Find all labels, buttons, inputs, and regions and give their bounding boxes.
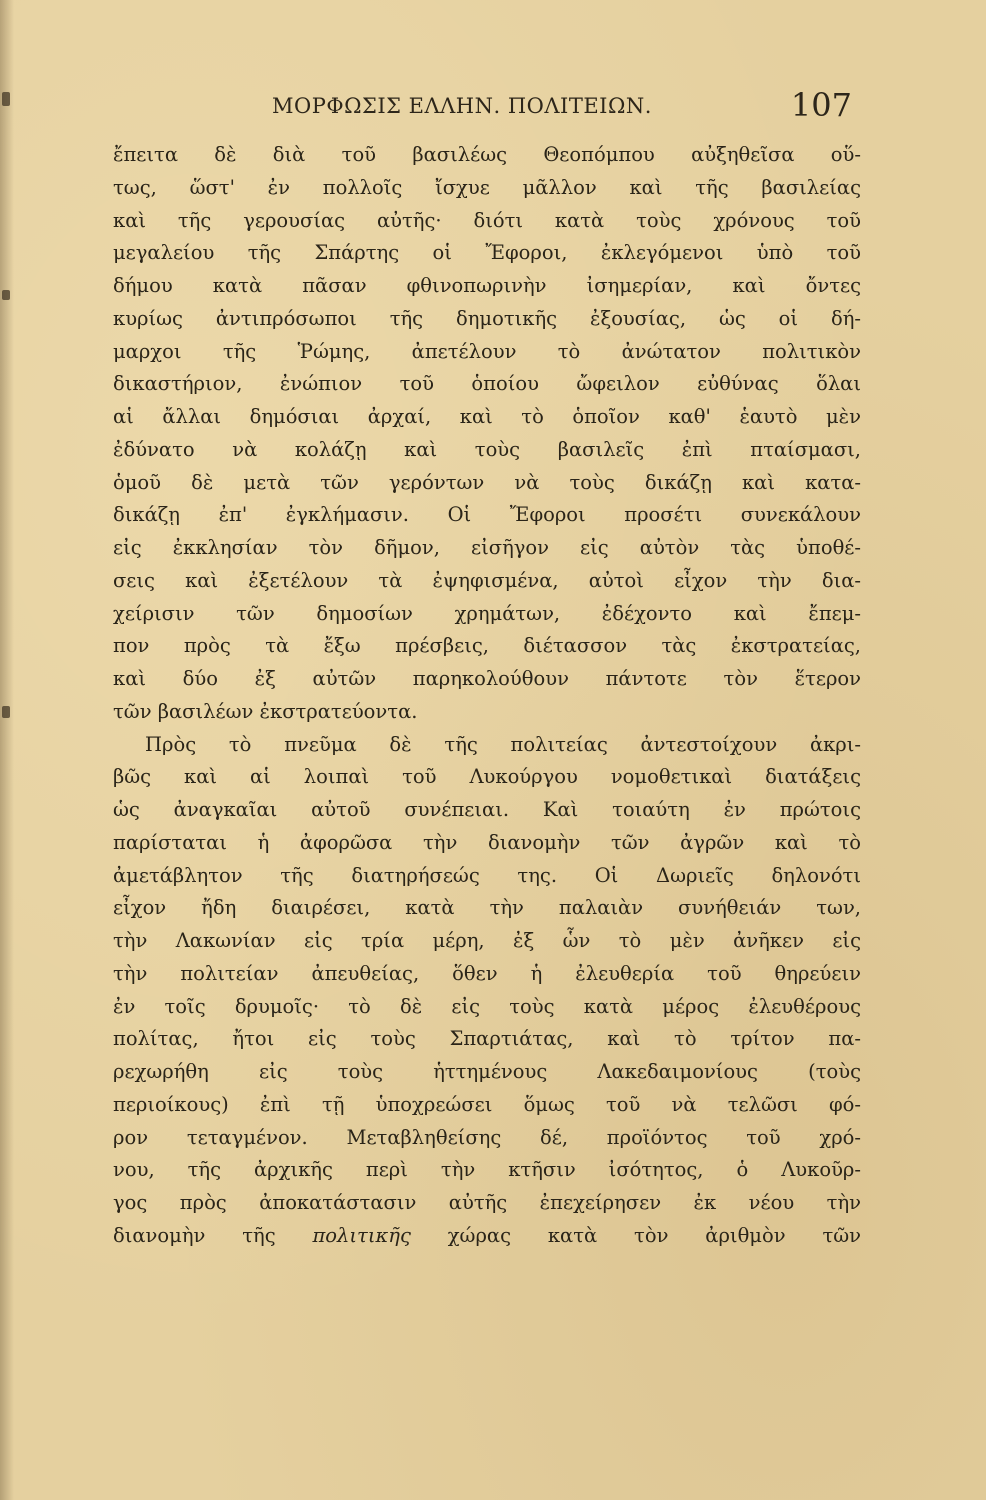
text-line: Πρὸς τὸ πνεῦμα δὲ τῆς πολιτείας ἀντεστοίχουν ἀκρι- [145, 732, 861, 756]
text-line: πον πρὸς τὰ ἔξω πρέσβεις, διέτασσον τὰς ἐκστρατείας, [113, 634, 861, 658]
page-number: 107 [790, 86, 852, 124]
text-line: μεγαλείου τῆς Σπάρτης οἱ Ἔφοροι, ἐκλεγόμενοι ὑπὸ τοῦ [113, 241, 861, 265]
text-segment: διανομὴν τῆς [113, 1223, 313, 1247]
text-line: κυρίως ἀντιπρόσωποι τῆς δημοτικῆς ἐξουσίας, ὡς οἱ δή- [113, 306, 861, 330]
text-line: τὴν πολιτείαν ἀπευθείας, ὅθεν ἡ ἐλευθερία τοῦ θηρεύειν [113, 961, 861, 985]
binding-mark [2, 706, 10, 718]
text-line: σεις καὶ ἐξετέλουν τὰ ἐψηφισμένα, αὐτοὶ εἶχον τὴν δια- [113, 568, 861, 592]
text-line: τως, ὥστ' ἐν πολλοῖς ἴσχυε μᾶλλον καὶ τῆς βασιλείας [113, 175, 861, 199]
text-line: δήμου κατὰ πᾶσαν φθινοπωρινὴν ἰσημερίαν, καὶ ὄντες [113, 274, 861, 297]
text-line: πολίτας, ἤτοι εἰς τοὺς Σπαρτιάτας, καὶ τὸ τρίτον πα- [113, 1027, 861, 1051]
text-line: ὡς ἀναγκαῖαι αὐτοῦ συνέπειαι. Καὶ τοιαύτη ἐν πρώτοις [113, 798, 861, 821]
text-line: τὴν Λακωνίαν εἰς τρία μέρη, ἐξ ὧν τὸ μὲν ἀνῆκεν εἰς [113, 929, 861, 952]
text-line: ρον τεταγμένον. Μεταβληθείσης δέ, προϊόντος τοῦ χρό- [113, 1125, 861, 1149]
text-line: δικάζῃ ἐπ' ἐγκλήμασιν. Οἱ Ἔφοροι προσέτι συνεκάλουν [113, 503, 861, 527]
text-segment: χώρας κατὰ τὸν ἀριθμὸν τῶν [410, 1223, 861, 1247]
text-line-final [113, 1220, 861, 1253]
page-edge-shadow [0, 0, 14, 1500]
text-line: χείρισιν τῶν δημοσίων χρημάτων, ἐδέχοντο καὶ ἔπεμ- [113, 601, 861, 625]
text-line: δικαστήριον, ἐνώπιον τοῦ ὁποίου ὤφειλον εὐθύνας ὅλαι [113, 372, 861, 396]
running-title: ΜΟΡΦΩΣΙΣ ΕΛΛΗΝ. ΠΟΛΙΤΕΙΩΝ. [272, 94, 652, 118]
text-line: τῶν βασιλέων ἐκστρατεύοντα. [113, 699, 418, 723]
text-line: βῶς καὶ αἱ λοιπαὶ τοῦ Λυκούργου νομοθετικαὶ διατάξεις [113, 765, 861, 789]
text-line: γος πρὸς ἀποκατάστασιν αὐτῆς ἐπεχείρησεν ἐκ νέου τὴν [113, 1191, 861, 1214]
text-line: ἀμετάβλητον τῆς διατηρήσεώς της. Οἱ Δωριεῖς δηλονότι [113, 863, 861, 887]
body-text [113, 139, 861, 1253]
text-line: μαρχοι τῆς Ῥώμης, ἀπετέλουν τὸ ἀνώτατον πολιτικὸν [113, 339, 861, 363]
text-line: καὶ δύο ἐξ αὐτῶν παρηκολούθουν πάντοτε τὸν ἕτερον [113, 667, 861, 690]
text-line: ἐδύνατο νὰ κολάζῃ καὶ τοὺς βασιλεῖς ἐπὶ πταίσμασι, [113, 437, 861, 461]
text-line: νου, τῆς ἀρχικῆς περὶ τὴν κτῆσιν ἰσότητος, ὁ Λυκοῦρ- [113, 1158, 861, 1182]
text-line: ἔπειτα δὲ διὰ τοῦ βασιλέως Θεοπόμπου αὐξηθεῖσα οὕ- [113, 143, 861, 166]
text-line: ὁμοῦ δὲ μετὰ τῶν γερόντων νὰ τοὺς δικάζῃ καὶ κατα- [113, 470, 861, 494]
text-line: ἐν τοῖς δρυμοῖς· τὸ δὲ εἰς τοὺς κατὰ μέρος ἐλευθέρους [113, 994, 861, 1018]
page-header [272, 86, 852, 128]
binding-mark [2, 290, 10, 300]
text-line: περιοίκους) ἐπὶ τῇ ὑποχρεώσει ὅμως τοῦ νὰ τελῶσι φό- [113, 1092, 861, 1116]
binding-mark [2, 92, 10, 106]
text-line: παρίσταται ἡ ἀφορῶσα τὴν διανομὴν τῶν ἀγρῶν καὶ τὸ [113, 830, 861, 854]
text-line: εἰς ἐκκλησίαν τὸν δῆμον, εἰσῆγον εἰς αὐτὸν τὰς ὑποθέ- [113, 536, 861, 559]
text-line: καὶ τῆς γερουσίας αὐτῆς· διότι κατὰ τοὺς χρόνους τοῦ [113, 208, 861, 232]
emphasized-word: πολιτικῆς [312, 1223, 411, 1247]
text-line: ρεχωρήθη εἰς τοὺς ἡττημένους Λακεδαιμονίους (τοὺς [113, 1060, 861, 1083]
text-line: εἶχον ἤδη διαιρέσει, κατὰ τὴν παλαιὰν συνήθειάν των, [113, 896, 861, 920]
text-line: αἱ ἄλλαι δημόσιαι ἀρχαί, καὶ τὸ ὁποῖον καθ' ἑαυτὸ μὲν [113, 405, 861, 428]
